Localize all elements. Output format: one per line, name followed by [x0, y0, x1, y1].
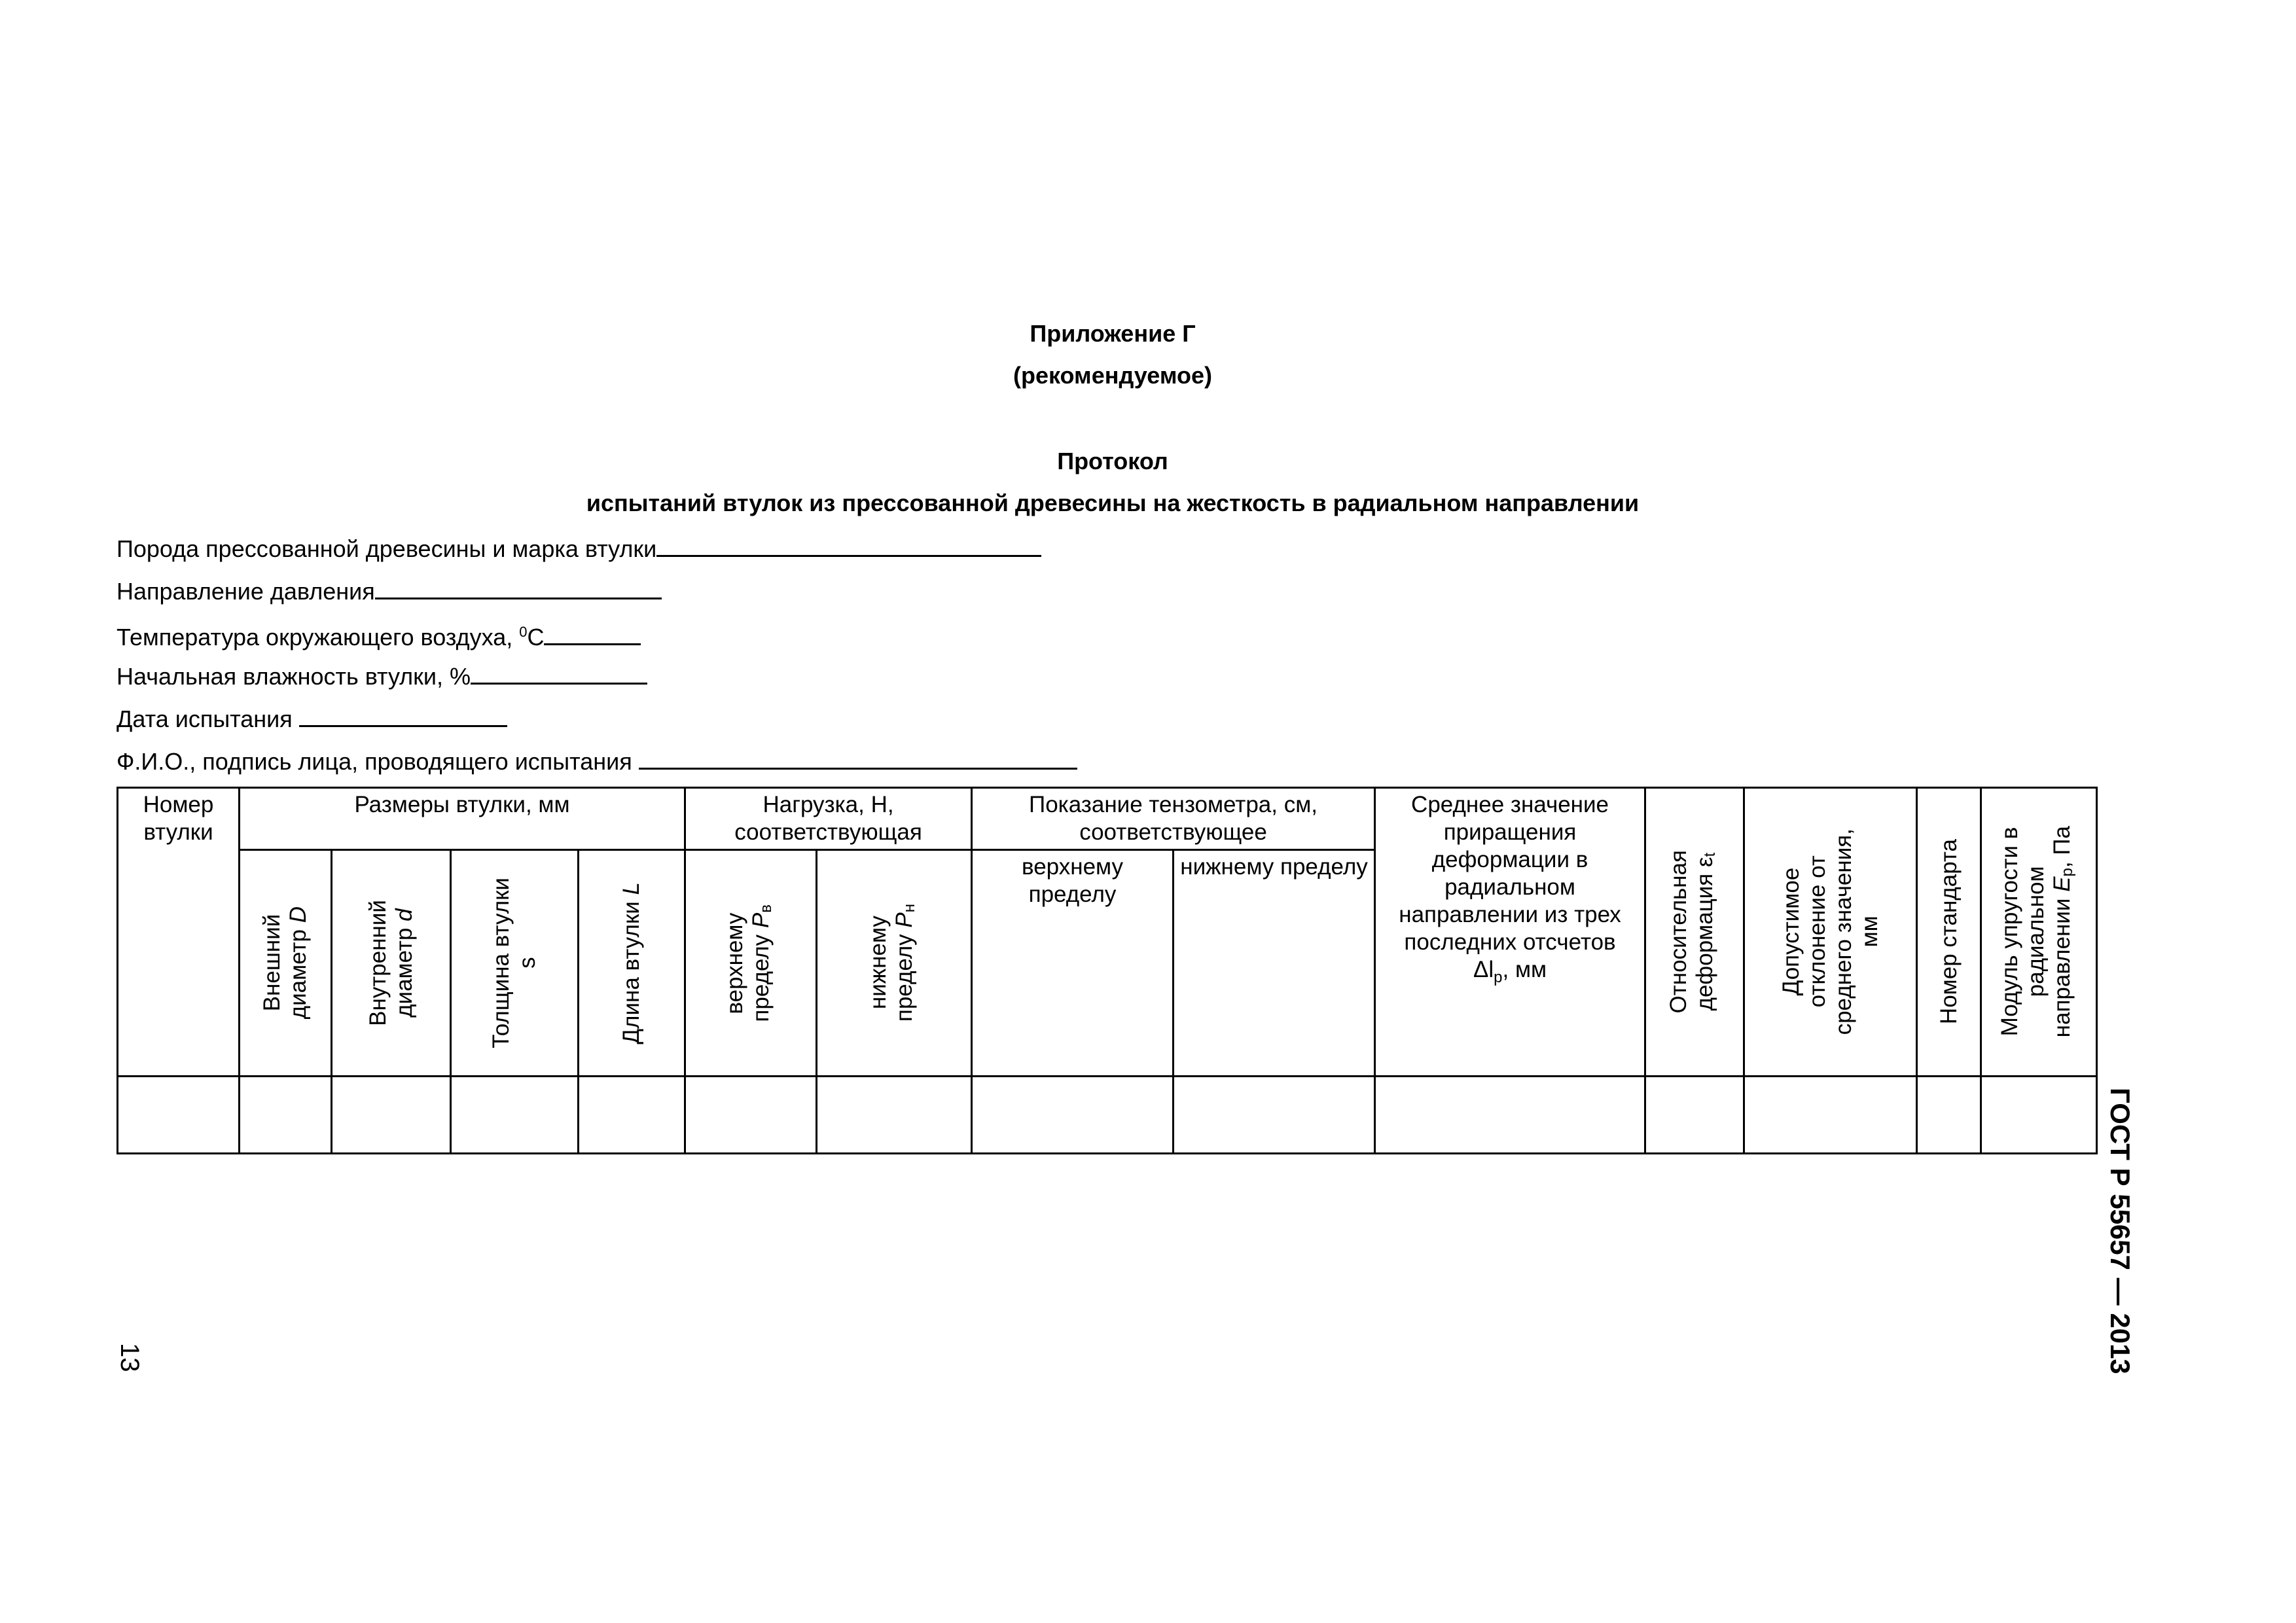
page-number: 13 — [115, 1343, 144, 1372]
tolerance-line3: среднего значения, — [1830, 829, 1856, 1035]
modulus-header — [1981, 788, 2097, 1077]
load-lower-symbol: P — [891, 912, 918, 929]
field-person-label: Ф.И.О., подпись лица, проводящего испытания — [117, 748, 639, 775]
tolerance-line1: Допустимое — [1778, 868, 1804, 996]
field-date-label: Дата испытания — [117, 705, 299, 732]
cell-tens-lower[interactable] — [1174, 1077, 1375, 1154]
protocol-table — [117, 787, 2098, 1154]
tens-upper-header — [972, 850, 1174, 1077]
tens-upper-label: верхнему пределу — [1022, 854, 1124, 907]
load-upper-line1: верхнему — [722, 912, 748, 1014]
rel-deformation-line1: Относительная — [1666, 850, 1692, 1014]
field-pressure-label: Направление давления — [117, 578, 375, 605]
tolerance-line2: отклонение от — [1804, 855, 1830, 1008]
load-upper-line2: пределу — [748, 927, 774, 1022]
inner-diameter-line1: Внутренний — [365, 900, 391, 1026]
inner-diameter-header — [332, 850, 451, 1077]
group-load-label: Нагрузка, Н, соответствующая — [734, 792, 922, 845]
standard-number-label: Номер стандарта — [1935, 839, 1962, 1025]
load-upper-symbol: P — [748, 912, 774, 928]
load-upper-subscript: в — [757, 904, 776, 913]
cell-length[interactable] — [579, 1077, 685, 1154]
thickness-header — [451, 850, 579, 1077]
load-lower-subscript: н — [901, 904, 919, 913]
load-lower-line1: нижнему — [865, 916, 891, 1010]
rel-deformation-line2: деформация ε — [1692, 857, 1718, 1011]
tens-lower-label: нижнему пределу — [1180, 854, 1368, 880]
field-humidity — [117, 660, 647, 691]
tolerance-line4: мм — [1856, 916, 1882, 948]
header-row-1 — [118, 788, 2097, 850]
thickness-line1: Толщина втулки — [488, 878, 514, 1048]
appendix-type: (рекомендуемое) — [1013, 362, 1212, 389]
load-upper-header — [685, 850, 817, 1077]
group-tensometer-header — [972, 788, 1375, 850]
field-pressure-blank[interactable] — [375, 575, 662, 599]
modulus-unit: , Па — [2049, 826, 2075, 868]
modulus-line3: направлении — [2049, 892, 2075, 1038]
modulus-subscript: р — [2058, 868, 2077, 877]
cell-modulus[interactable] — [1981, 1077, 2097, 1154]
length-label: Длина втулки — [619, 895, 644, 1044]
field-temperature-blank[interactable] — [544, 621, 641, 645]
gost-designation: ГОСТ Р 55657 — 2013 — [2105, 1088, 2136, 1374]
outer-diameter-header — [240, 850, 332, 1077]
field-humidity-label: Начальная влажность втулки, % — [117, 663, 471, 690]
field-date — [117, 703, 507, 734]
cell-inner-diameter[interactable] — [332, 1077, 451, 1154]
cell-load-lower[interactable] — [817, 1077, 972, 1154]
group-size-header — [240, 788, 685, 850]
cell-standard-number[interactable] — [1917, 1077, 1981, 1154]
field-pressure — [117, 575, 662, 606]
field-temperature-unit: С — [527, 624, 545, 651]
field-wood-blank[interactable] — [656, 533, 1041, 557]
cell-tolerance[interactable] — [1744, 1077, 1917, 1154]
mean-increment-header — [1375, 788, 1645, 1077]
rel-deformation-header — [1645, 788, 1744, 1077]
load-lower-line2: пределу — [891, 928, 918, 1022]
load-lower-header — [817, 850, 972, 1077]
field-person-blank[interactable] — [639, 745, 1077, 770]
cell-load-upper[interactable] — [685, 1077, 817, 1154]
tolerance-header — [1744, 788, 1917, 1077]
cell-outer-diameter[interactable] — [240, 1077, 332, 1154]
appendix-title: Приложение Г — [1030, 320, 1196, 347]
length-header — [579, 850, 685, 1077]
outer-diameter-symbol: D — [285, 906, 311, 923]
protocol-subtitle: испытаний втулок из прессованной древесины на жесткость в радиальном направлении — [586, 490, 1640, 516]
rel-deformation-subscript: t — [1701, 853, 1719, 857]
field-wood-label: Порода прессованной древесины и марка втулки — [117, 535, 657, 562]
cell-tens-upper[interactable] — [972, 1077, 1174, 1154]
field-wood — [117, 533, 1041, 563]
tens-lower-header — [1174, 850, 1375, 1077]
cell-rel-deformation[interactable] — [1645, 1077, 1744, 1154]
field-person — [117, 745, 1077, 776]
inner-diameter-symbol: d — [391, 908, 417, 921]
modulus-symbol: E — [2049, 876, 2075, 893]
cell-mean-increment[interactable] — [1375, 1077, 1645, 1154]
group-size-label: Размеры втулки, мм — [354, 792, 570, 817]
field-temperature-label: Температура окружающего воздуха, — [117, 624, 520, 651]
inner-diameter-line2: диаметр — [391, 921, 417, 1018]
field-humidity-blank[interactable] — [471, 660, 647, 685]
group-load-header — [685, 788, 972, 850]
mean-increment-subscript: р — [1494, 969, 1503, 986]
standard-number-header — [1917, 788, 1981, 1077]
col-number-label: Номер втулки — [143, 792, 214, 845]
field-temperature-degree: 0 — [519, 624, 528, 640]
table-row — [118, 1077, 2097, 1154]
outer-diameter-line1: Внешний — [259, 914, 285, 1012]
field-temperature — [117, 618, 641, 652]
thickness-symbol: s — [514, 957, 540, 969]
modulus-line1: Модуль упругости в — [1997, 827, 2023, 1037]
col-number-header — [118, 788, 240, 1077]
field-date-blank[interactable] — [299, 703, 507, 727]
outer-diameter-line2: диаметр — [285, 923, 311, 1020]
modulus-line2: радиальном — [2023, 866, 2049, 997]
protocol-title: Протокол — [1057, 448, 1168, 474]
cell-thickness[interactable] — [451, 1077, 579, 1154]
cell-number[interactable] — [118, 1077, 240, 1154]
mean-increment-label: Среднее значение приращения деформации в радиальном направлении из трех последних отсчетов — [1399, 792, 1621, 955]
mean-increment-unit: , мм — [1502, 957, 1547, 982]
mean-increment-symbol: Δl — [1473, 957, 1494, 982]
group-tensometer-label: Показание тензометра, см, соответствующее — [1029, 792, 1318, 845]
length-symbol: L — [619, 882, 644, 895]
